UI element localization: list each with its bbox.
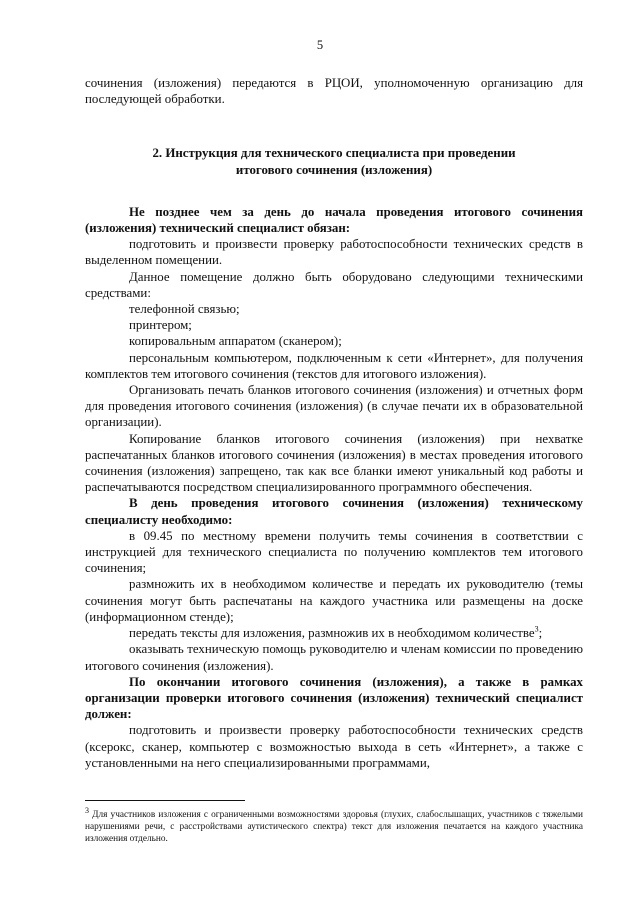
paragraph-assist: оказывать техническую помощь руководителю и членам комиссии по проведению итогового сочинения (изложения). xyxy=(85,642,583,673)
paragraph-computer: персональным компьютером, подключенным к сети «Интернет», для получения комплектов тем итогового сочинения (текстов для итогового изложения). xyxy=(85,350,583,381)
paragraph-check-equipment: подготовить и произвести проверку работоспособности технических средств в выделенном помещении. xyxy=(85,237,583,268)
footnote-divider xyxy=(85,800,245,801)
footnote-mark: 3 xyxy=(85,805,89,815)
paragraph-room-equipment: Данное помещение должно быть оборудовано следующими техническими средствами: xyxy=(85,269,583,300)
paragraph-printing: Организовать печать бланков итогового сочинения (изложения) и отчетных форм для проведения итогового сочинения (изложения) (в случае печати их в образовательной организации). xyxy=(85,383,583,430)
paragraph-receive-topics: в 09.45 по местному времени получить темы сочинения в соответствии с инструкцией для технического специалиста по получению комплектов тем итогового сочинения; xyxy=(85,528,583,576)
paragraph-exam-day: В день проведения итогового сочинения (изложения) техническому специалисту необходимо: xyxy=(85,496,583,527)
paragraph-check-after: подготовить и произвести проверку работоспособности технических средств (ксерокс, сканер, компьютер с возможностью выхода в сеть «Интернет», а также с установленными на него специализированными программами, xyxy=(85,723,583,770)
list-item-phone: телефонной связью; xyxy=(129,302,240,317)
paragraph-texts xyxy=(85,625,583,641)
list-item-printer: принтером; xyxy=(129,318,192,333)
heading-line-1: 2. Инструкция для технического специалиста при проведении xyxy=(152,146,516,161)
intro-paragraph: сочинения (изложения) передаются в РЦОИ, уполномоченную организацию для последующей обработки. xyxy=(85,76,583,107)
paragraph-texts-content: передать тексты для изложения, размножив их в необходимом количестве xyxy=(129,626,535,641)
footnote xyxy=(85,805,583,845)
paragraph-texts-end: ; xyxy=(538,626,543,641)
paragraph-copy-topics: размножить их в необходимом количестве и передать их руководителю (темы сочинения могут быть распечатаны на каждого участника или размещены на доске (информационном стенде); xyxy=(85,577,583,624)
footnote-text: Для участников изложения с ограниченными возможностями здоровья (глухих, слабослышащих, участников с тяжелыми нарушениями речи, с расстройствами аутистического спектра) текст для изложения печатается на каждого участника изложения отдельно. xyxy=(85,810,583,844)
page-number: 5 xyxy=(316,38,324,52)
list-item-copier: копировальным аппаратом (сканером); xyxy=(129,334,342,349)
paragraph-before-day: Не позднее чем за день до начала проведения итогового сочинения (изложения) технический специалист обязан: xyxy=(85,204,583,236)
paragraph-copying: Копирование бланков итогового сочинения (изложения) при нехватке распечатанных бланков итогового сочинения (изложения) в местах проведения итогового сочинения (изложения) запрещено, так как все бланки имеют уникальный код работы и распечатываются посредством специализированного программного обеспечения. xyxy=(85,431,583,495)
page-body xyxy=(85,75,583,771)
section-heading xyxy=(85,145,583,177)
paragraph-after-exam: По окончании итогового сочинения (изложения), а также в рамках организации проверки итогового сочинения (изложения) технический специалист должен: xyxy=(85,674,583,722)
footnote-reference: 3 xyxy=(534,624,539,634)
heading-line-2: итогового сочинения (изложения) xyxy=(235,162,433,177)
